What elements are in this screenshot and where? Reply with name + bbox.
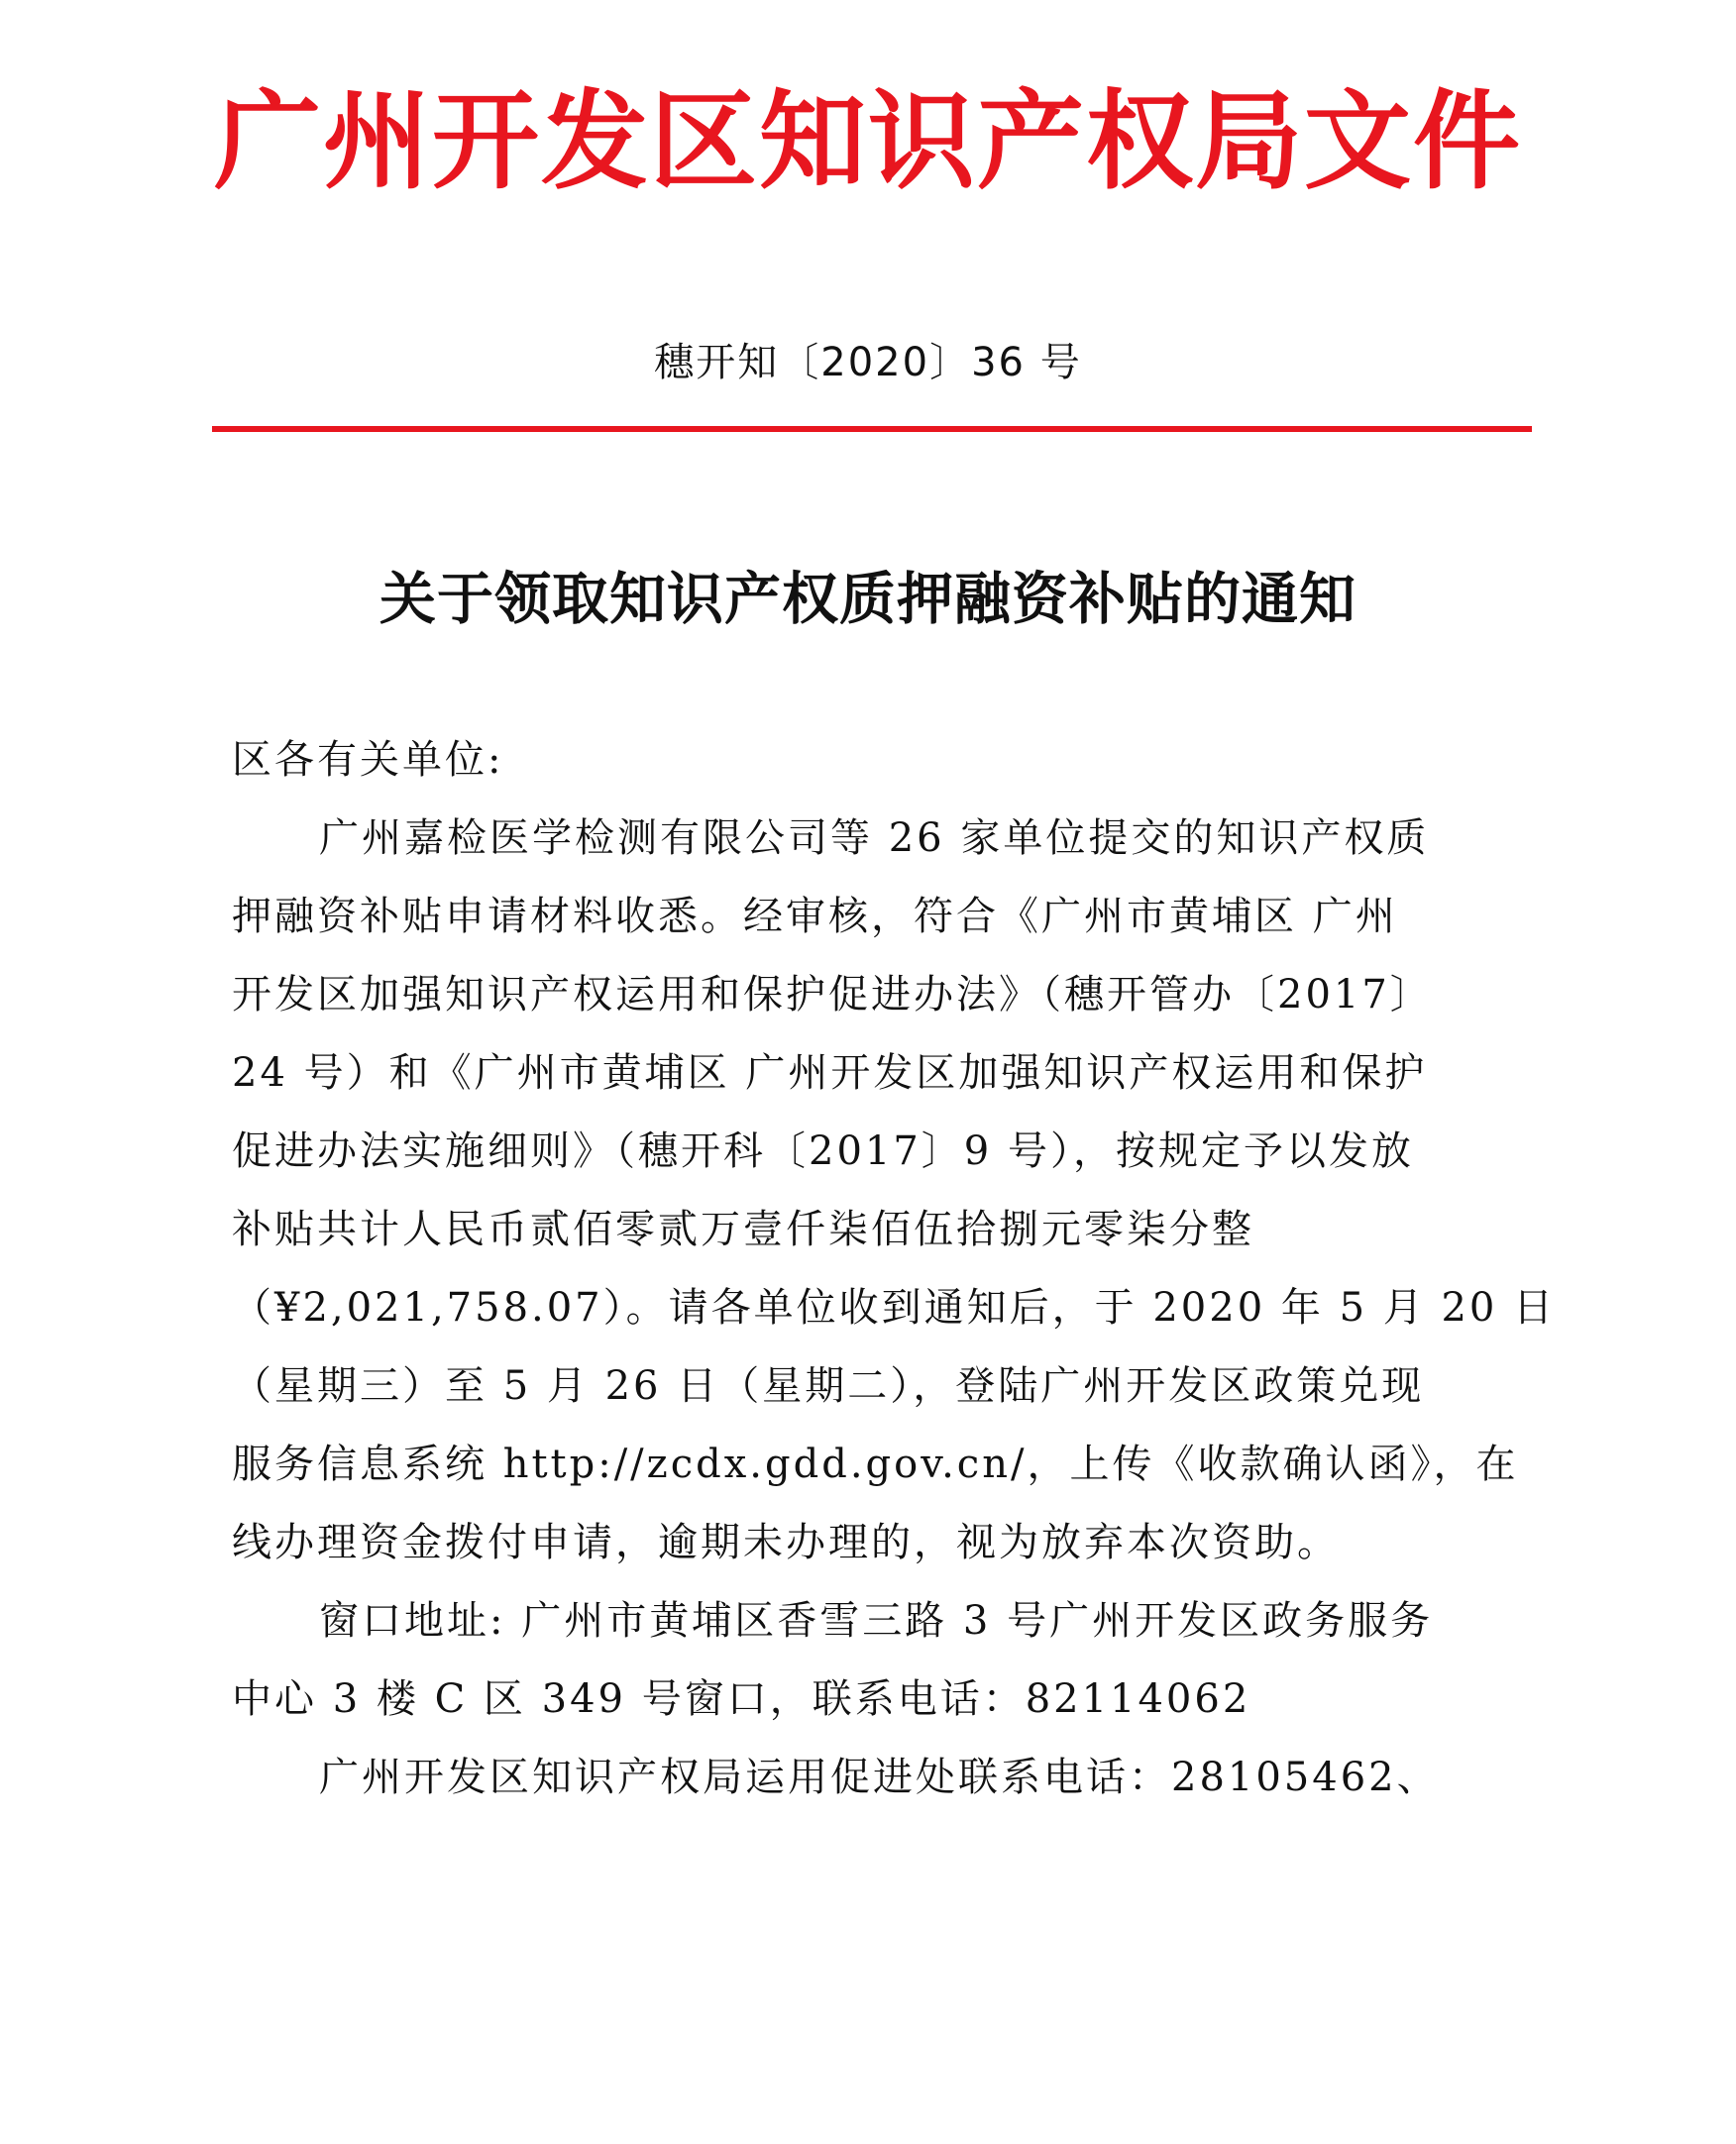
document-number: 穗开知〔2020〕36 号 bbox=[654, 340, 1082, 385]
paragraph-line: （星期三）至 5 月 26 日（星期二），登陆广州开发区政策兑现 bbox=[232, 1363, 1425, 1409]
paragraph-line: 线办理资金拨付申请，逾期未办理的，视为放弃本次资助。 bbox=[232, 1520, 1340, 1565]
paragraph-line: 服务信息系统 http://zcdx.gdd.gov.cn/，上传《收款确认函》，在 bbox=[232, 1442, 1519, 1487]
paragraph-line: 24 号）和《广州市黄埔区 广州开发区加强知识产权运用和保护 bbox=[232, 1050, 1428, 1096]
paragraph-line: 促进办法实施细则》（穗开科〔2017〕9 号），按规定予以发放 bbox=[232, 1128, 1414, 1174]
paragraph-line: （¥2,021,758.07）。请各单位收到通知后，于 2020 年 5 月 20 日 bbox=[232, 1285, 1557, 1331]
window-address-line: 窗口地址: 广州市黄埔区香雪三路 3 号广州开发区政务服务 bbox=[319, 1598, 1434, 1644]
red-divider-line bbox=[212, 426, 1532, 432]
paragraph-line: 押融资补贴申请材料收悉。经审核，符合《广州市黄埔区 广州 bbox=[232, 894, 1398, 939]
office-contact-line: 广州开发区知识产权局运用促进处联系电话：28105462、 bbox=[319, 1755, 1440, 1800]
paragraph-line: 广州嘉检医学检测有限公司等 26 家单位提交的知识产权质 bbox=[319, 815, 1430, 861]
paragraph-line: 开发区加强知识产权运用和保护促进办法》（穗开管办〔2017〕 bbox=[232, 972, 1433, 1018]
notice-body bbox=[232, 721, 1557, 1817]
salutation: 区各有关单位: bbox=[232, 737, 504, 783]
paragraph-line: 补贴共计人民币贰佰零贰万壹仟柒佰伍拾捌元零柒分整 bbox=[232, 1207, 1254, 1252]
masthead-title: 广州开发区知识产权局文件 bbox=[213, 79, 1522, 204]
window-contact-line: 中心 3 楼 C 区 349 号窗口，联系电话：82114062 bbox=[232, 1676, 1251, 1722]
notice-title: 关于领取知识产权质押融资补贴的通知 bbox=[380, 567, 1356, 632]
